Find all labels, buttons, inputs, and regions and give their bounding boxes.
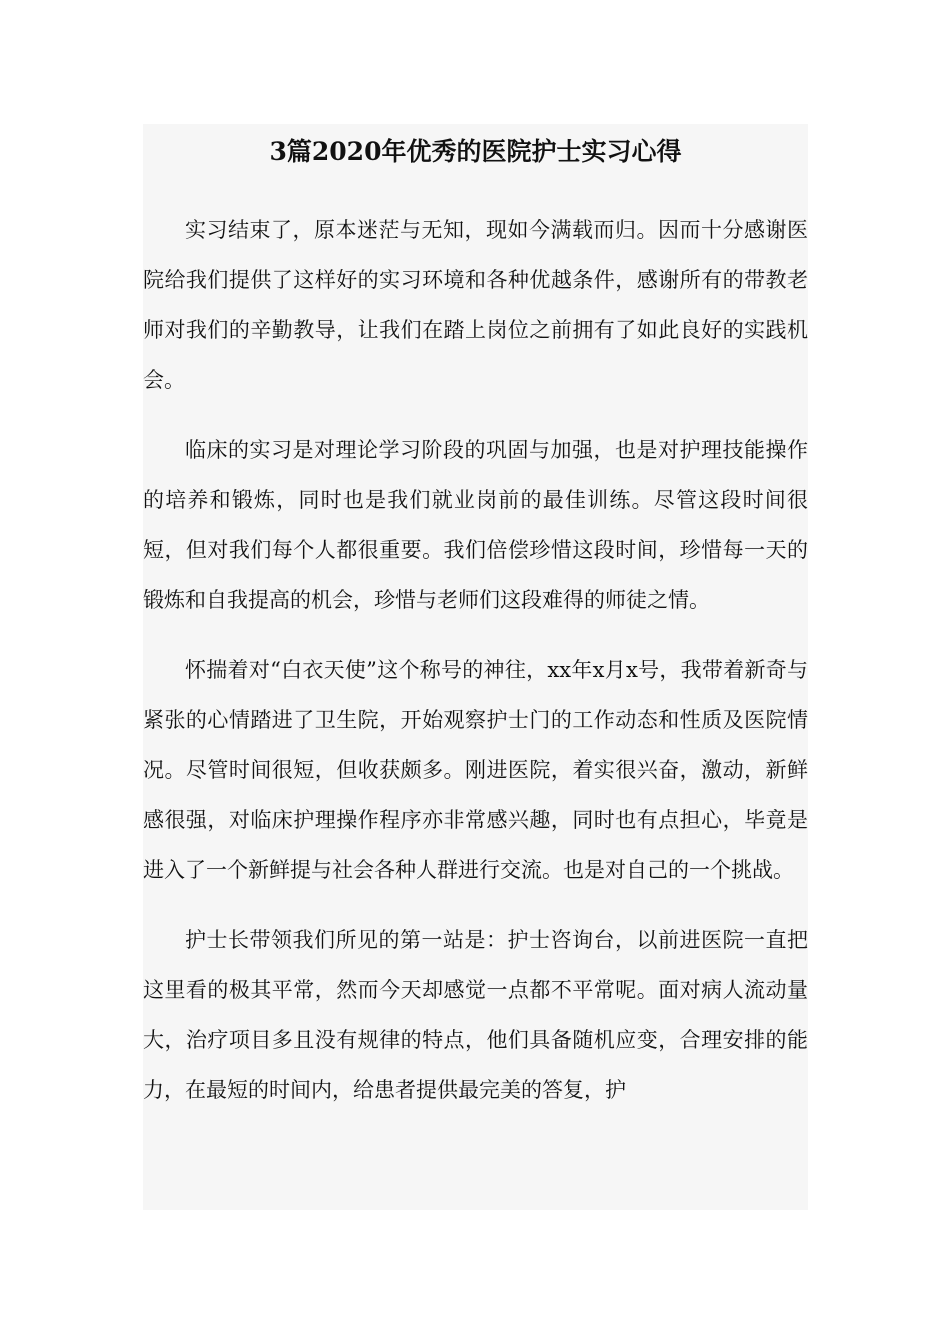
paragraph-1: 实习结束了，原本迷茫与无知，现如今满载而归。因而十分感谢医院给我们提供了这样好的实习环境和各种优越条件，感谢所有的带教老师对我们的辛勤教导，让我们在踏上岗位之前拥有了如此良好的实践机会。 [143,218,808,392]
paragraph-4: 护士长带领我们所见的第一站是：护士咨询台，以前进医院一直把这里看的极其平常，然而今天却感觉一点都不平常呢。面对病人流动量大，治疗项目多且没有规律的特点，他们具备随机应变，合理安排的能力，在最短的时间内，给患者提供最完美的答复，护 [143,928,808,1102]
document-page [143,124,808,1210]
paragraph-3: 怀揣着对“白衣天使”这个称号的神往，xx年x月x号，我带着新奇与紧张的心情踏进了卫生院，开始观察护士门的工作动态和性质及医院情况。尽管时间很短，但收获颇多。刚进医院，着实很兴奋，激动，新鲜感很强，对临床护理操作程序亦非常感兴趣，同时也有点担心，毕竟是进入了一个新鲜提与社会各种人群进行交流。也是对自己的一个挑战。 [143,658,808,882]
document-title: 3篇2020年优秀的医院护士实习心得 [269,137,682,166]
paragraph-2: 临床的实习是对理论学习阶段的巩固与加强，也是对护理技能操作的培养和锻炼，同时也是我们就业岗前的最佳训练。尽管这段时间很短，但对我们每个人都很重要。我们倍偿珍惜这段时间，珍惜每一天的锻炼和自我提高的机会，珍惜与老师们这段难得的师徒之情。 [143,438,808,612]
